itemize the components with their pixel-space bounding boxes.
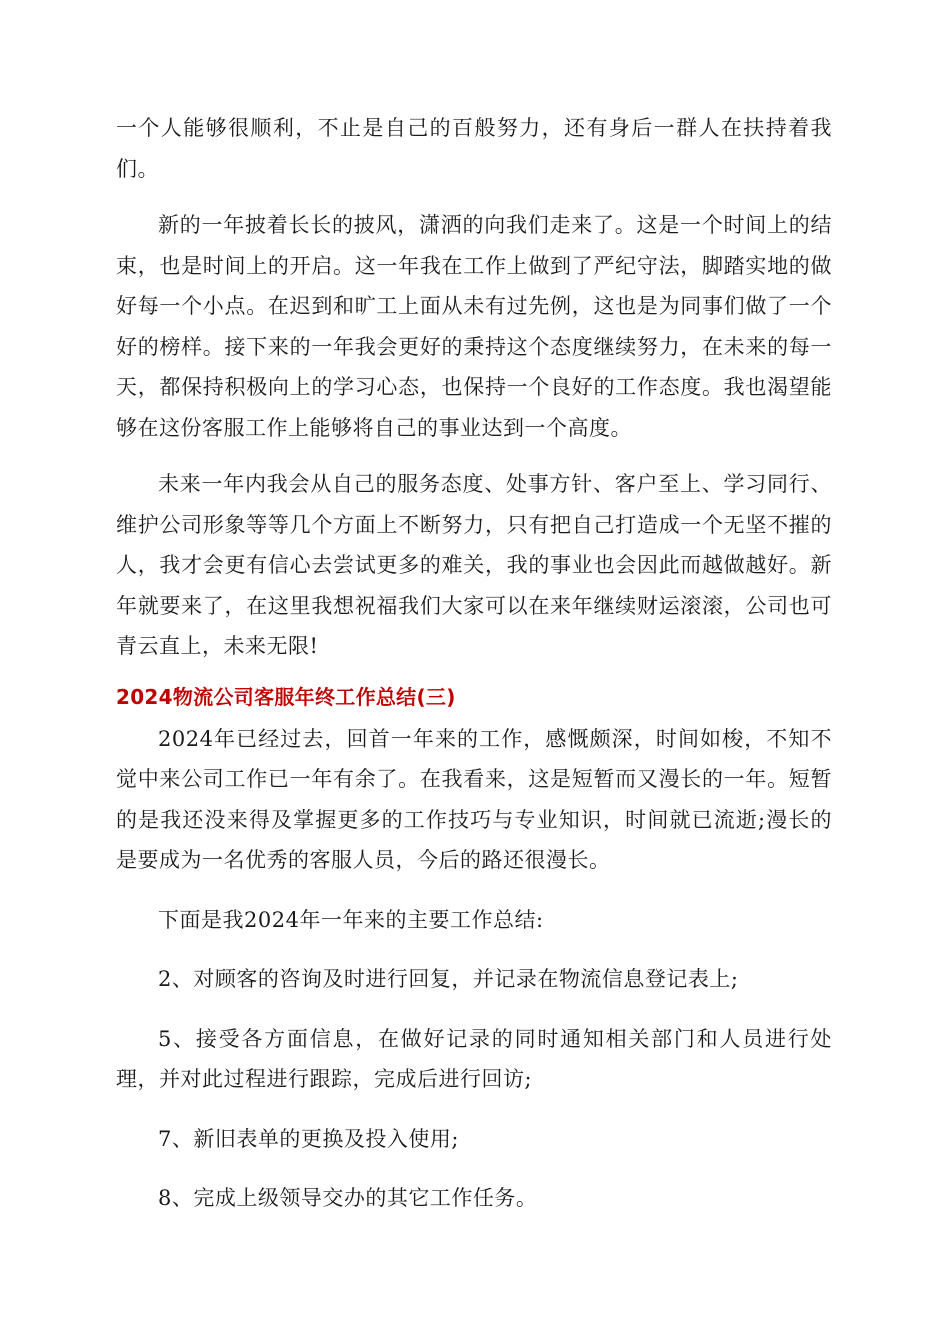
paragraph-continuation: 一个人能够很顺利，不止是自己的百般努力，还有身后一群人在扶持着我们。 <box>116 116 832 181</box>
section-heading: 2024物流公司客服年终工作总结(三) <box>116 684 456 709</box>
paragraph-intro: 2024年已经过去，回首一年来的工作，感慨颇深，时间如梭，不知不觉中来公司工作已一年有余了。在我看来，这是短暂而又漫长的一年。短暂的是我还没来得及掌握更多的工作技巧与专业知识，时间就已流逝;漫长的是要成为一名优秀的客服人员，今后的路还很漫长。 <box>116 726 832 872</box>
paragraph-future-plan: 未来一年内我会从自己的服务态度、处事方针、客户至上、学习同行、维护公司形象等等几个方面上不断努力，只有把自己打造成一个无坚不摧的人，我才会更有信心去尝试更多的难关，我的事业也会因此而越做越好。新年就要来了，在这里我想祝福我们大家可以在来年继续财运滚滚，公司也可青云直上，未来无限! <box>116 472 832 658</box>
paragraph-summary-lead: 下面是我2024年一年来的主要工作总结: <box>158 907 544 932</box>
list-item-5: 5、接受各方面信息，在做好记录的同时通知相关部门和人员进行处理，并对此过程进行跟踪，完成后进行回访; <box>116 1026 832 1091</box>
document-page <box>116 108 832 1219</box>
paragraph-new-year: 新的一年披着长长的披风，潇洒的向我们走来了。这是一个时间上的结束，也是时间上的开启。这一年我在工作上做到了严纪守法，脚踏实地的做好每一个小点。在迟到和旷工上面从未有过先例，这也是为同事们做了一个好的榜样。接下来的一年我会更好的秉持这个态度继续努力，在未来的每一天，都保持积极向上的学习心态，也保持一个良好的工作态度。我也渴望能够在这份客服工作上能够将自己的事业达到一个高度。 <box>116 213 832 440</box>
list-item-2: 2、对顾客的咨询及时进行回复，并记录在物流信息登记表上; <box>158 967 739 991</box>
list-item-7: 7、新旧表单的更换及投入使用; <box>158 1126 459 1151</box>
list-item-8: 8、完成上级领导交办的其它工作任务。 <box>158 1186 538 1210</box>
